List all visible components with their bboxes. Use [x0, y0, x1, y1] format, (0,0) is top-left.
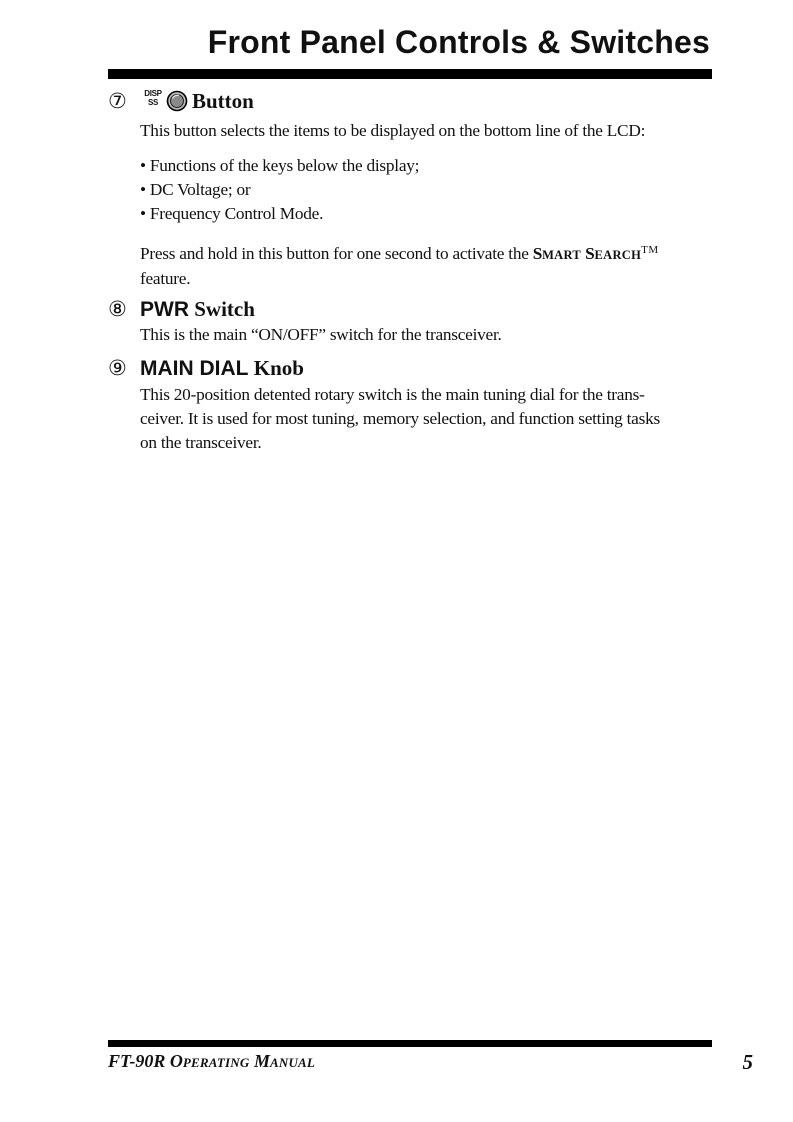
- operating-initial: O: [169, 1051, 183, 1071]
- trademark-mark: TM: [641, 244, 659, 256]
- intro-text: This button selects the items to be displayed on the bottom line of the LCD:: [140, 121, 646, 140]
- note-text-end: feature.: [140, 269, 191, 288]
- title-rule: [108, 69, 712, 79]
- section-body: [140, 383, 712, 455]
- search-rest: EARCH: [594, 248, 642, 262]
- section-main-dial: [108, 357, 712, 455]
- list-item: • Frequency Control Mode.: [140, 204, 324, 223]
- section-disp-button: [108, 90, 712, 291]
- smart-rest: MART: [542, 248, 582, 262]
- manual-initial: M: [253, 1051, 270, 1071]
- note-text: Press and hold in this button for one second to activate the: [140, 244, 533, 263]
- text-line: on the transceiver.: [140, 433, 262, 452]
- section-heading: [108, 298, 712, 322]
- operating-rest: PERATING: [182, 1055, 250, 1070]
- disp-ss-button-icon: [141, 90, 189, 112]
- main-dial-description: [140, 383, 712, 455]
- section-title: [140, 356, 304, 381]
- pwr-description: This is the main “ON/OFF” switch for the transceiver.: [140, 325, 502, 344]
- knob-label: Knob: [253, 356, 304, 380]
- search-initial: S: [585, 244, 595, 263]
- list-item: • Functions of the keys below the display;: [140, 156, 420, 175]
- section-title: Button: [192, 89, 254, 113]
- manual-title: [108, 1051, 315, 1072]
- footer-rule: [108, 1040, 712, 1047]
- page-title: Front Panel Controls & Switches: [207, 24, 710, 60]
- section-heading: [108, 357, 712, 381]
- main-dial-label: MAIN DIAL: [140, 357, 249, 380]
- page-number: 5: [742, 1050, 753, 1074]
- section-heading: [108, 90, 712, 114]
- text-line: This 20-position detented rotary switch is the main tuning dial for the trans-: [140, 385, 645, 404]
- smart-search-note: [140, 238, 712, 291]
- disp-label: DISP: [144, 89, 162, 98]
- section-title: [140, 297, 255, 322]
- switch-label: Switch: [194, 297, 255, 321]
- item-number: ⑨: [108, 356, 127, 380]
- item-number: ⑧: [108, 297, 127, 321]
- disp-ss-label: [141, 90, 165, 107]
- ss-label: SS: [147, 98, 159, 107]
- text-line: ceiver. It is used for most tuning, memory selection, and function setting tasks: [140, 409, 660, 428]
- model-name: FT-90R: [108, 1051, 166, 1071]
- list-item: • DC Voltage; or: [140, 180, 251, 199]
- smart-initial: S: [532, 244, 543, 263]
- section-body: [140, 323, 712, 347]
- bullet-list: [140, 154, 712, 226]
- item-number: ⑦: [108, 89, 127, 113]
- round-button-icon: [166, 90, 188, 112]
- manual-rest: ANUAL: [270, 1055, 316, 1070]
- section-pwr-switch: [108, 298, 712, 347]
- pwr-label: PWR: [140, 298, 189, 321]
- section-body: [140, 119, 712, 291]
